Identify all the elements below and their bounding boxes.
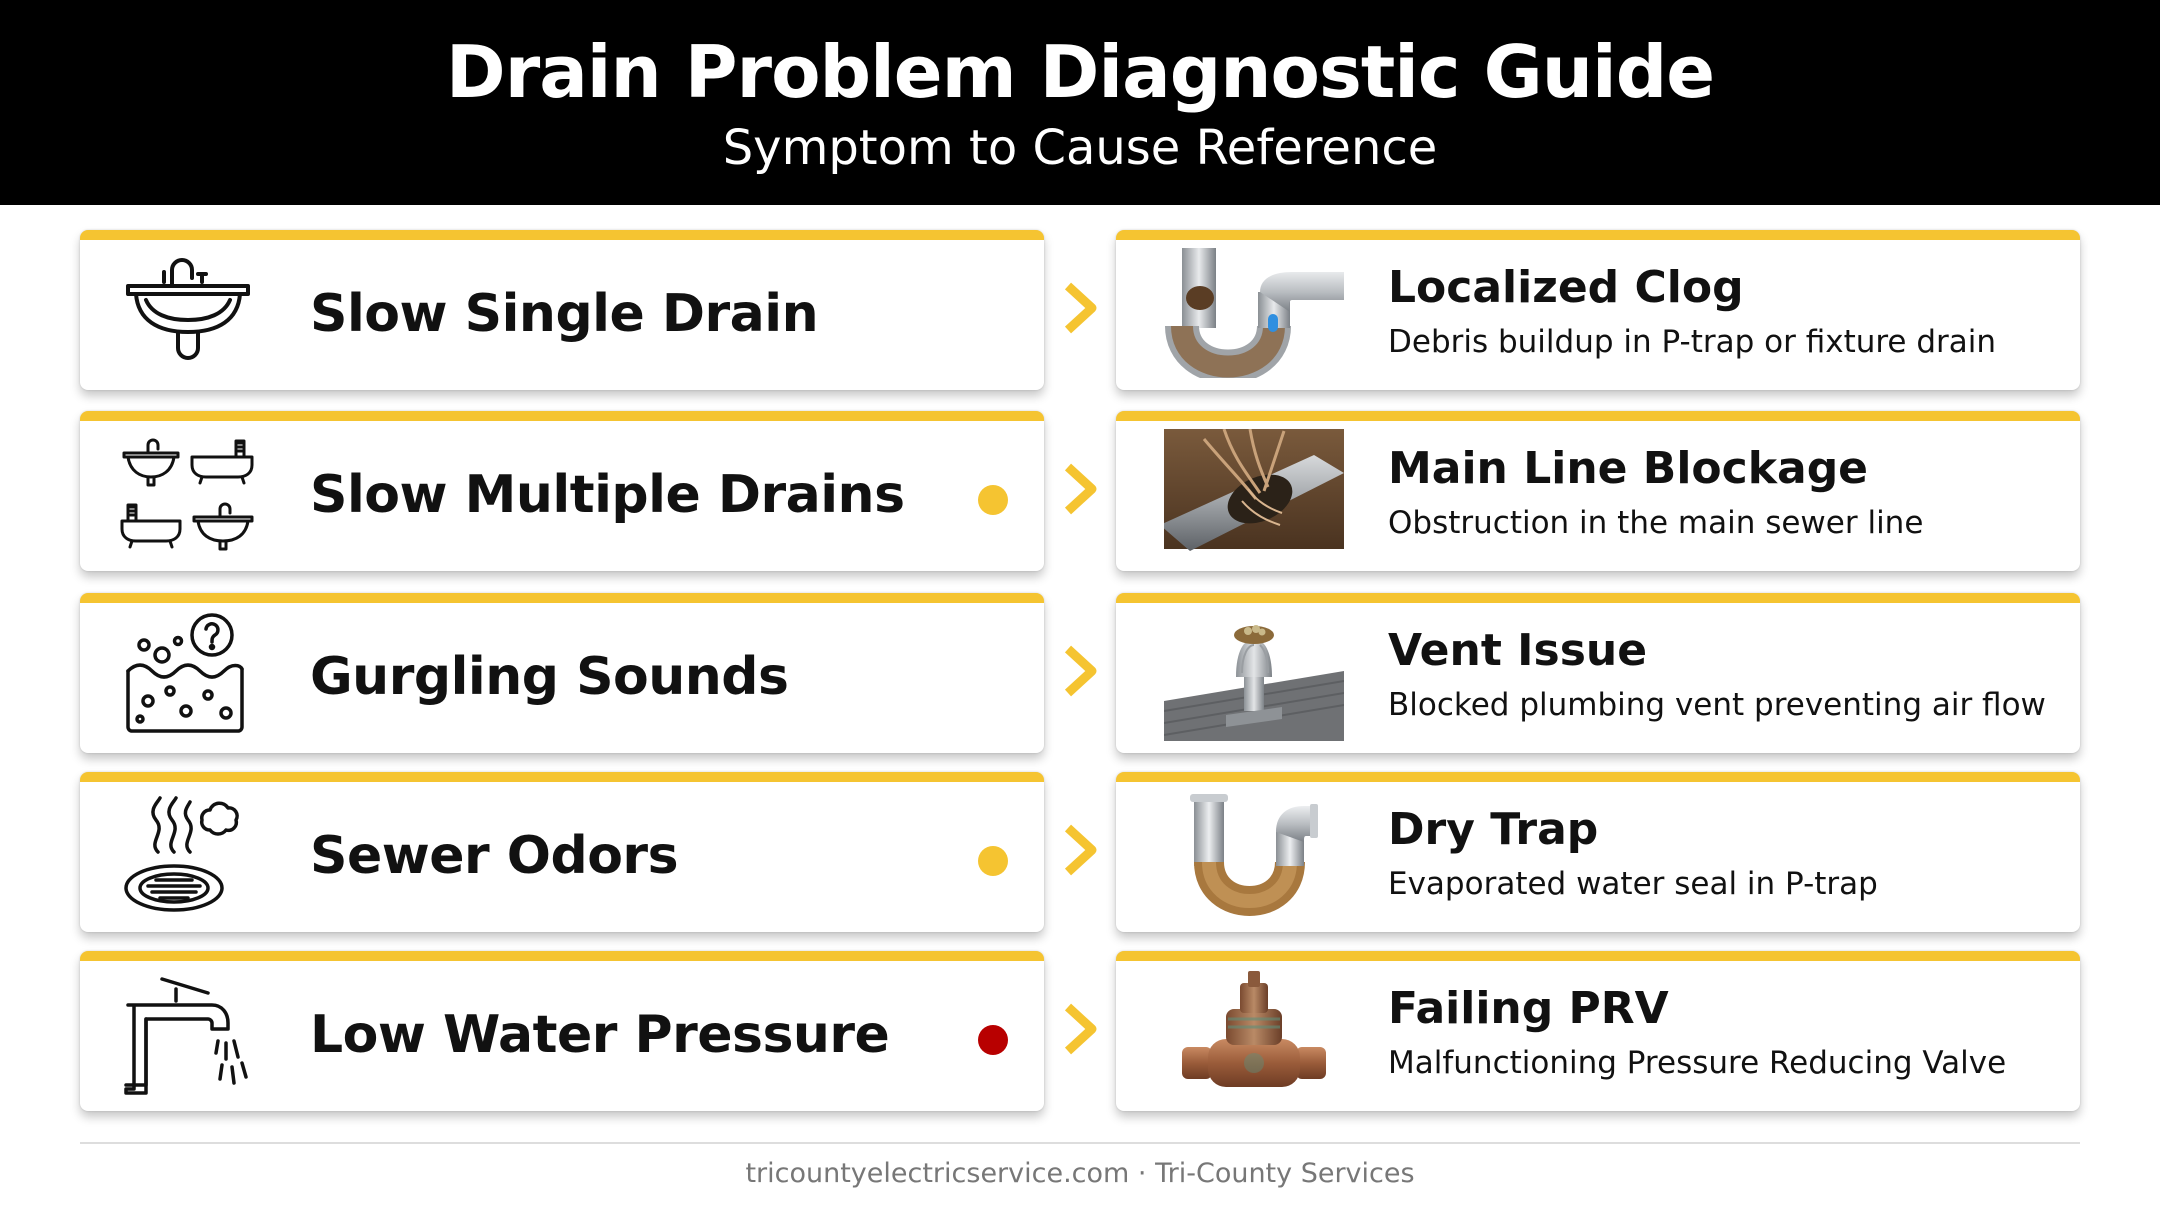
- cause-title: Localized Clog: [1388, 262, 1744, 313]
- severity-indicator-yellow: [978, 485, 1008, 515]
- cause-title: Failing PRV: [1388, 983, 1669, 1034]
- chevron-right-icon: [1062, 282, 1098, 334]
- symptom-label: Gurgling Sounds: [310, 647, 789, 707]
- cause-description: Blocked plumbing vent preventing air flow: [1388, 687, 2046, 723]
- cause-title: Vent Issue: [1388, 625, 1648, 676]
- sink-icon: [118, 248, 258, 378]
- chevron-right-icon: [1062, 1003, 1098, 1055]
- roof-vent-with-nest-image: [1164, 611, 1344, 741]
- multiple-fixtures-icon: [118, 429, 258, 559]
- cause-title: Dry Trap: [1388, 804, 1599, 855]
- page-subtitle: Symptom to Cause Reference: [722, 120, 1438, 176]
- symptom-card: [80, 951, 1044, 1111]
- diagnostic-row: [0, 411, 2160, 571]
- symptom-label: Slow Single Drain: [310, 284, 819, 344]
- symptom-label: Low Water Pressure: [310, 1005, 890, 1065]
- cause-description: Obstruction in the main sewer line: [1388, 505, 1924, 541]
- symptom-label: Slow Multiple Drains: [310, 465, 905, 525]
- cause-description: Malfunctioning Pressure Reducing Valve: [1388, 1045, 2007, 1081]
- diagnostic-row: [0, 230, 2160, 390]
- cause-description: Debris buildup in P-trap or fixture drain: [1388, 324, 1997, 360]
- bubbling-water-question-icon: [118, 611, 258, 741]
- symptom-card: [80, 411, 1044, 571]
- diagnostic-row: [0, 772, 2160, 932]
- pressure-reducing-valve-image: [1164, 969, 1344, 1099]
- cause-title: Main Line Blockage: [1388, 443, 1869, 494]
- page-title: Drain Problem Diagnostic Guide: [445, 30, 1715, 114]
- symptom-card: [80, 772, 1044, 932]
- drain-odor-icon: [118, 790, 258, 920]
- severity-indicator-yellow: [978, 846, 1008, 876]
- cause-description: Evaporated water seal in P-trap: [1388, 866, 1878, 902]
- cause-card: [1116, 772, 2080, 932]
- severity-indicator-red: [978, 1025, 1008, 1055]
- chevron-right-icon: [1062, 824, 1098, 876]
- dry-p-trap-image: [1164, 790, 1344, 920]
- diagnostic-row: [0, 951, 2160, 1111]
- cause-card: [1116, 951, 2080, 1111]
- diagnostic-row: [0, 593, 2160, 753]
- cause-card: [1116, 411, 2080, 571]
- symptom-card: [80, 593, 1044, 753]
- clogged-p-trap-image: [1164, 248, 1344, 378]
- chevron-right-icon: [1062, 645, 1098, 697]
- cause-card: [1116, 593, 2080, 753]
- symptom-card: [80, 230, 1044, 390]
- root-intrusion-sewer-pipe-image: [1164, 429, 1344, 559]
- faucet-icon: [118, 969, 258, 1099]
- chevron-right-icon: [1062, 463, 1098, 515]
- cause-card: [1116, 230, 2080, 390]
- symptom-label: Sewer Odors: [310, 826, 679, 886]
- footer-attribution: tricountyelectricservice.com · Tri-County Services: [745, 1158, 1415, 1189]
- footer-divider: [80, 1142, 2080, 1144]
